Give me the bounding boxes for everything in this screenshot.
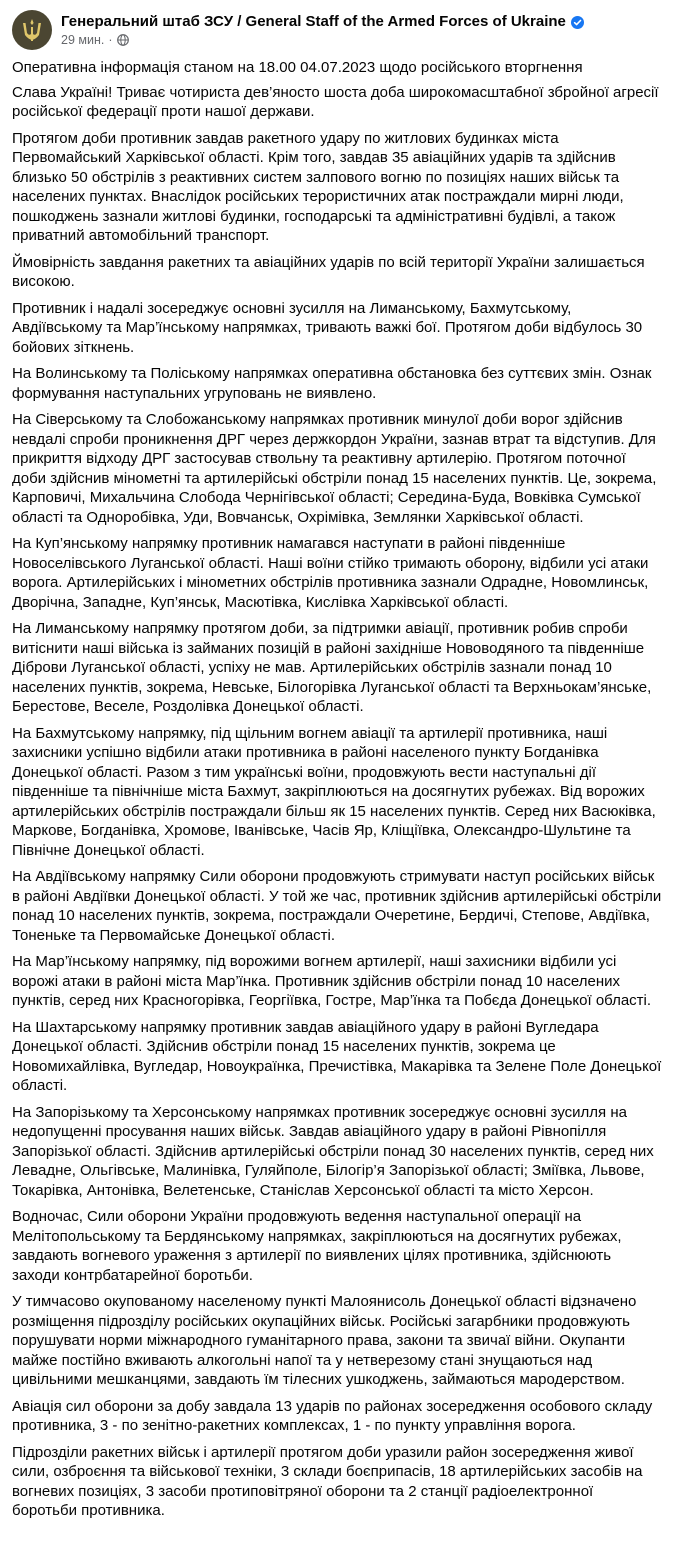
post-paragraph: На Шахтарському напрямку противник завдав авіаційного удару в районі Вугледара Донецької області. Здійснив обстріли понад 15 населених пунктів, зокрема це Новомихайлівка, Вугледар, Новоукраїнка, Пречистівка, Макарівка та Зелене Поле Донецької області. <box>12 1018 662 1094</box>
post-paragraph: На Авдіївському напрямку Сили оборони продовжують стримувати наступ російських військ в районі Авдіївки Донецької області. У той же час, противник здійснив артилерійські обстріли понад 10 населених пунктів, зокрема, постраждали Очеретине, Бердичі, Степове, Авдіївка, Тоненьке та Первомайське Донецької області. <box>12 868 662 944</box>
post-paragraph: На Лиманському напрямку протягом доби, за підтримки авіації, противник робив спроби витіснити наші війська із займаних позицій в районі західніше Нововодяного та південніше Діброви Луганської області, успіху не мав. Артилерійських обстрілів зазнали понад 10 населених пунктів, зокрема, Невське, Білогорівка Луганської області та Верхньокам’янське, Берестове, Веселе, Роздолівка Донецької області. <box>12 620 652 715</box>
page-name-link[interactable]: Генеральний штаб ЗСУ / General Staff of the Armed Forces of Ukraine <box>61 12 566 30</box>
post-paragraph: На Волинському та Поліському напрямках оперативна обстановка без суттєвих змін. Ознак формування наступальних угруповань не виявлено. <box>12 365 652 402</box>
post-paragraph: Авіація сил оборони за добу завдала 13 ударів по районах зосередження особового складу противника, 3 - по зенітно-ракетних комплексах, 1 - по пункту управління ворога. <box>12 1397 653 1434</box>
post-paragraph: На Запорізькому та Херсонському напрямках противник зосереджує основні зусилля на недопущенні просування наших військ. Завдав авіаційного удару в районі Рівнопілля Запорізької області. Здійснив артилерійські обстріли понад 30 населених пунктів, серед них Левадне, Ольгівське, Малинівка, Гуляйполе, Білогір’я Запорізької області; Зміївка, Львове, Токарівка, Антонівка, Велетенське, Станіслав Херсонської області та місто Херсон. <box>12 1103 654 1199</box>
post-timestamp[interactable]: 29 мин. <box>61 32 105 47</box>
post-paragraph: Водночас, Сили оборони України продовжують ведення наступальної операції на Мелітопольському та Бердянському напрямках, закріплюються на досягнутих рубежах, завдають вогневого ураження з артилерії по виявлених цілях противника, здійснюють заходи контрбатарейної боротьби. <box>12 1208 622 1284</box>
post-paragraph: Противник і надалі зосереджує основні зусилля на Лиманському, Бахмутському, Авдіївському та Мар’їнському напрямках, тривають важкі бої. Протягом доби відбулось 30 бойових зіткнень. <box>12 299 643 356</box>
post-paragraph: Підрозділи ракетних військ і артилерії протягом доби уразили район зосередження живої сили, озброєння та військової техніки, 3 склади боєприпасів, 18 артилерійських засобів на вогневих позиціях, 3 засоби протиповітряної оборони та 2 станції радіоелектронної боротьби противника. <box>12 1443 643 1519</box>
post-header <box>12 10 672 50</box>
post-paragraph: На Куп’янському напрямку противник намагався наступати в районі південніше Новоселівського Луганської області. Наші воїни стійко тримають оборону, відбили усі атаки ворога. Артилерійських і мінометних обстрілів противника зазнали Одрадне, Новомлинськ, Дворічна, Западне, Куп’янськ, Масютівка, Кислівка Харківської області. <box>12 535 649 611</box>
post-paragraph: На Бахмутському напрямку, під щільним вогнем авіації та артилерії противника, наші захисники успішно відбили атаки противника в районі населеного пункту Богданівка Донецької області. Разом з тим українські воїни, продовжують вести наступальні дії південніше та північніше міста Бахмут, закріплюються на досягнутих рубежах. Від ворожих артилерійських обстрілів постраждали більш як 15 населених пунктів. Серед них Васюківка, Маркове, Богданівка, Хромове, Іванівське, Часів Яр, Кліщіївка, Олександро-Шультине та Північне Донецької області. <box>12 724 656 859</box>
globe-icon[interactable] <box>117 34 129 46</box>
post-paragraph: У тимчасово окупованому населеному пункті Малоянисоль Донецької області відзначено розміщення підрозділу російських окупаційних військ. Російські загарбники продовжують порушувати норми міжнародного гуманітарного права, закони та звичаї війни. Окупанти майже постійно вживають алкогольні напої та у нетверезому стані знущаються над цивільними мешканцями, завдають їм тілесних ушкоджень, займаються мародерством. <box>12 1293 637 1388</box>
post-body <box>12 58 662 1528</box>
post-paragraph: На Мар’їнському напрямку, під ворожими вогнем артилерії, наші захисники відбили усі ворожі атаки в районі міста Мар’їнка. Противник здійснив обстріли понад 10 населених пунктів, серед них Красногорівка, Георгіївка, Гостре, Мар’їнка та Побєда Донецької області. <box>12 953 652 1009</box>
post-paragraph: Оперативна інформація станом на 18.00 04.07.2023 щодо російського вторгнення <box>12 59 583 76</box>
meta-separator: · <box>108 32 113 47</box>
trident-emblem-icon <box>19 17 45 43</box>
post-paragraph: Протягом доби противник завдав ракетного удару по житлових будинках міста Первомайський Харківської області. Крім того, завдав 35 авіаційних ударів та здійснив близько 50 обстрілів з реактивних систем залпового вогню по позиціях наших військ та населених пунктах. Внаслідок російських терористичних атак постраждали мирні люди, пошкоджень зазнали житлові будинки, господарські та адміністративні будівлі, а також приватний автомобільний транспорт. <box>12 129 624 244</box>
post-paragraph: Слава Україні! Триває чотириста дев’яносто шоста доба широкомасштабної збройної агресії російської федерації проти нашої держави. <box>12 83 659 120</box>
post-paragraph: Ймовірність завдання ракетних та авіаційних ударів по всій території України залишається високою. <box>12 253 645 290</box>
post-paragraph: На Сіверському та Слобожанському напрямках противник минулої доби ворог здійснив невдалі спроби проникнення ДРГ через держкордон України, зазнав втрат та відступив. Для прикриття відходу ДРГ застосував ствольну та реактивну артилерію. Протягом поточної доби здійснив мінометні та артилерійські обстріли понад 15 населених пунктів. Це, зокрема, Карповичі, Михальчина Слобода Чернігівської області; Середина-Буда, Вовківка Сумської області та Одноробівка, Уди, Вовчанськ, Охрімівка, Землянки Харківської області. <box>12 411 657 526</box>
verified-badge-icon <box>571 15 584 28</box>
avatar[interactable] <box>12 10 52 50</box>
